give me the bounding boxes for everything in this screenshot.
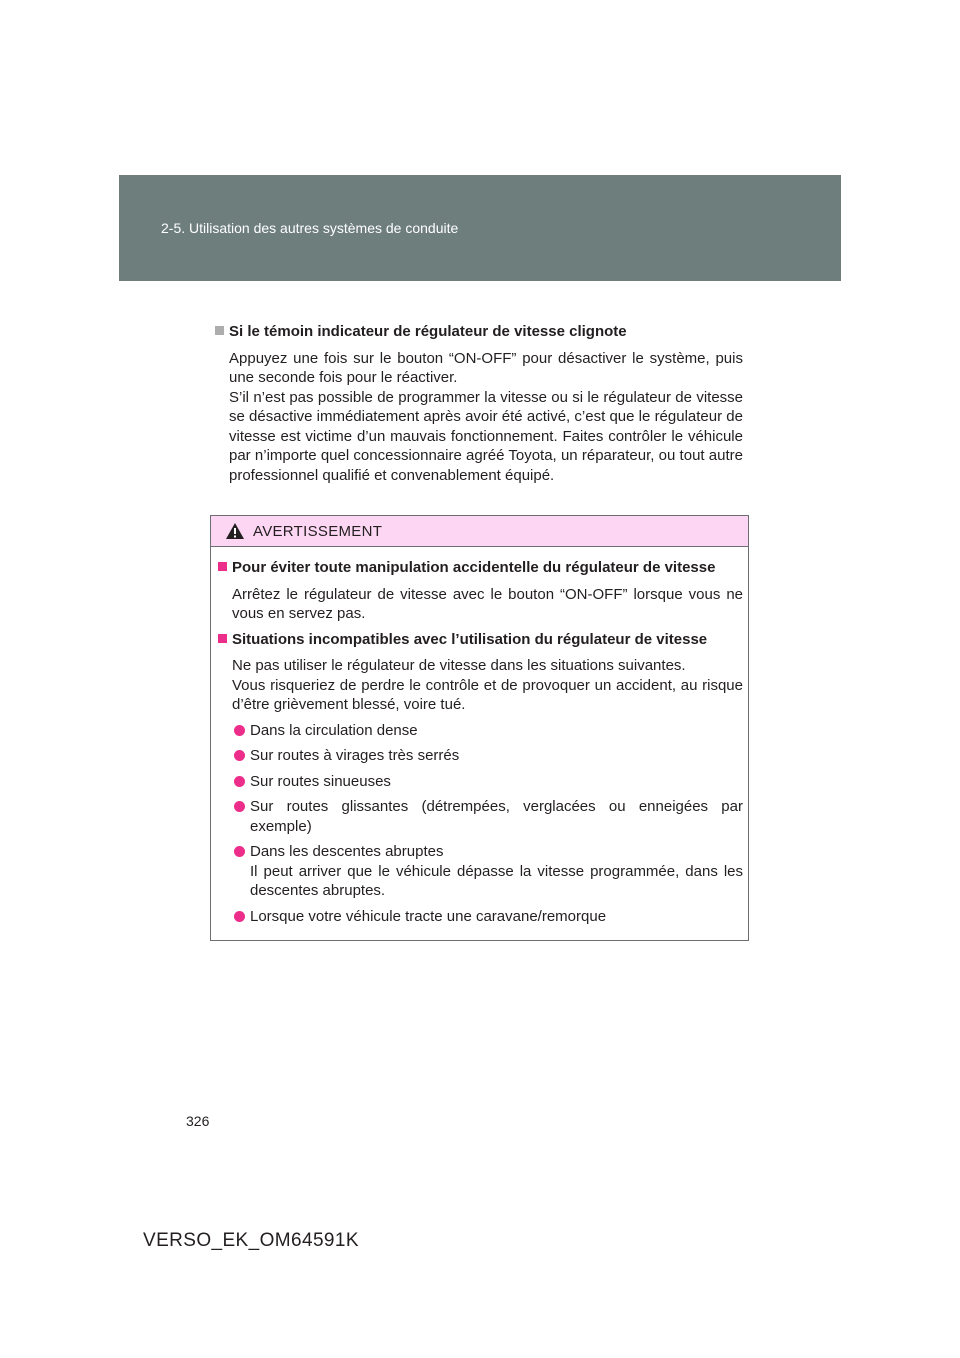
situation-bullet xyxy=(234,797,743,836)
situation-bullet xyxy=(234,772,743,792)
bullet-text: Sur routes sinueuses xyxy=(250,772,391,790)
situation-bullet xyxy=(234,746,743,766)
warning-item-paragraph: Ne pas utiliser le régulateur de vitesse dans les situations suivantes. xyxy=(232,657,686,674)
square-bullet-icon xyxy=(218,634,227,643)
situation-bullet xyxy=(234,721,743,741)
info-heading: Si le témoin indicateur de régulateur de vitesse clignote xyxy=(229,323,627,340)
warning-item-text xyxy=(232,585,743,624)
bullet-dot-icon xyxy=(234,846,245,857)
info-paragraph: Appuyez une fois sur le bouton “ON-OFF” pour désactiver le système, puis une seconde fois pour le réactiver. xyxy=(229,349,743,386)
situation-bullet xyxy=(234,907,743,927)
warning-body xyxy=(218,558,743,932)
section-title: 2-5. Utilisation des autres systèmes de conduite xyxy=(161,220,459,236)
info-heading-row xyxy=(215,322,743,342)
warning-item-heading: Situations incompatibles avec l’utilisation du régulateur de vitesse xyxy=(232,630,708,648)
info-body xyxy=(229,349,743,486)
header-band xyxy=(119,175,841,281)
warning-item-paragraph: Vous risqueriez de perdre le contrôle et de provoquer un accident, au risque d’être grièvement blessé, voire tué. xyxy=(232,676,743,713)
warning-item-heading-row xyxy=(218,630,743,650)
bullet-text: Lorsque votre véhicule tracte une caravane/remorque xyxy=(250,907,607,925)
bullet-dot-icon xyxy=(234,725,245,736)
bullet-text: Sur routes à virages très serrés xyxy=(250,747,460,764)
bullet-subtext: Il peut arriver que le véhicule dépasse la vitesse programmée, dans les descentes abruptes. xyxy=(250,862,743,899)
square-bullet-icon xyxy=(215,326,224,335)
warning-item-text xyxy=(232,656,743,715)
warning-item-paragraph: Arrêtez le régulateur de vitesse avec le bouton “ON-OFF” lorsque vous ne vous en servez pas. xyxy=(232,585,743,622)
warning-triangle-icon xyxy=(225,522,245,540)
info-paragraph: S’il n’est pas possible de programmer la vitesse ou si le régulateur de vitesse se désactive immédiatement après avoir été activé, c’est que le régulateur de vitesse est victime d’un mauvais fonctionnement. Faites contrôler le véhicule par n’importe quel concessionnaire agréé Toyota, un réparateur, ou tout autre professionnel qualifié et convenablement équipé. xyxy=(229,388,743,484)
page-number: 326 xyxy=(186,1113,210,1129)
warning-item-heading-row xyxy=(218,558,743,578)
bullet-dot-icon xyxy=(234,750,245,761)
warning-header xyxy=(211,516,748,547)
warning-box xyxy=(210,515,749,941)
info-section xyxy=(215,322,743,485)
bullet-dot-icon xyxy=(234,911,245,922)
square-bullet-icon xyxy=(218,562,227,571)
warning-item-heading: Pour éviter toute manipulation accidentelle du régulateur de vitesse xyxy=(232,559,716,576)
bullet-text: Dans les descentes abruptes xyxy=(250,843,444,860)
bullet-dot-icon xyxy=(234,801,245,812)
bullet-dot-icon xyxy=(234,776,245,787)
bullet-text: Sur routes glissantes (détrempées, verglacées ou enneigées par exemple) xyxy=(250,798,743,835)
bullet-text: Dans la circulation dense xyxy=(250,721,418,739)
warning-title: AVERTISSEMENT xyxy=(253,523,383,540)
document-code: VERSO_EK_OM64591K xyxy=(143,1230,359,1251)
situation-bullet xyxy=(234,842,743,901)
